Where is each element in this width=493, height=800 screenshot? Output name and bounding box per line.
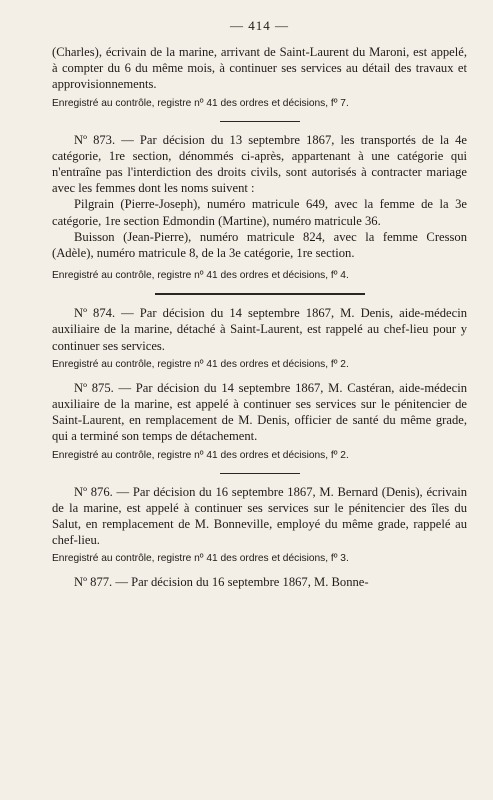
decision-paragraph: Nº 873. — Par décision du 13 septembre 1867, les transportés de la 4e catégorie, 1re section, dénommés ci-après, appartenant à une catégorie qui n'entraîne pas l'interdiction des droits civils, sont autorisés à contracter mariage avec les femmes dont les noms suivent : [52, 132, 467, 196]
decision-875 [52, 380, 467, 463]
decision-876 [52, 484, 467, 567]
intro-register-note: Enregistré au contrôle, registre nº 41 des ordres et décisions, fº 7. [52, 97, 349, 109]
decision-paragraph: Buisson (Jean-Pierre), numéro matricule 824, avec la femme Cresson (Adèle), numéro matricule 8, de la 3e catégorie, 1re section. [52, 229, 467, 261]
decision-873 [52, 132, 467, 284]
decision-paragraph: Nº 874. — Par décision du 14 septembre 1867, M. Denis, aide-médecin auxiliaire de la marine, détaché à Saint-Laurent, est rappelé au chef-lieu pour y continuer ses services. [52, 306, 467, 353]
register-note: Enregistré au contrôle, registre nº 41 des ordres et décisions, fº 4. [52, 270, 349, 282]
decision-paragraph: Pilgrain (Pierre-Joseph), numéro matricule 649, avec la femme de la 3e catégorie, 1re section Edmondin (Martine), numéro matricule 36. [52, 197, 467, 228]
decision-874 [52, 305, 467, 372]
register-note: Enregistré au contrôle, registre nº 41 des ordres et décisions, fº 2. [52, 449, 349, 461]
section-divider [155, 293, 365, 295]
section-divider [220, 121, 300, 122]
decision-paragraph: Nº 877. — Par décision du 16 septembre 1867, M. Bonne- [74, 575, 369, 590]
decision-paragraph: Nº 876. — Par décision du 16 septembre 1867, M. Bernard (Denis), écrivain de la marine, est appelé à continuer ses services sur le pénitencier des îles du Salut, en remplacement de M. Bonneville, employé du même grade, rappelé au chef-lieu. [52, 484, 467, 548]
register-note: Enregistré au contrôle, registre nº 41 des ordres et décisions, fº 2. [52, 358, 349, 370]
section-divider [220, 473, 300, 474]
decision-paragraph: Nº 875. — Par décision du 14 septembre 1867, M. Castéran, aide-médecin auxiliaire de la marine, est appelé à continuer ses services sur le pénitencier de Saint-Laurent, en remplacement de M. Denis, officier de santé du même grade, qui a terminé son temps de détachement. [52, 380, 467, 444]
decision-877 [52, 574, 467, 590]
register-note: Enregistré au contrôle, registre nº 41 des ordres et décisions, fº 3. [52, 553, 349, 565]
page-number: — 414 — [230, 18, 289, 33]
intro-paragraph: (Charles), écrivain de la marine, arrivant de Saint-Laurent du Maroni, est appelé, à compter du 6 du même mois, à continuer ses services au détail des travaux et approvisionnements. [52, 45, 467, 92]
